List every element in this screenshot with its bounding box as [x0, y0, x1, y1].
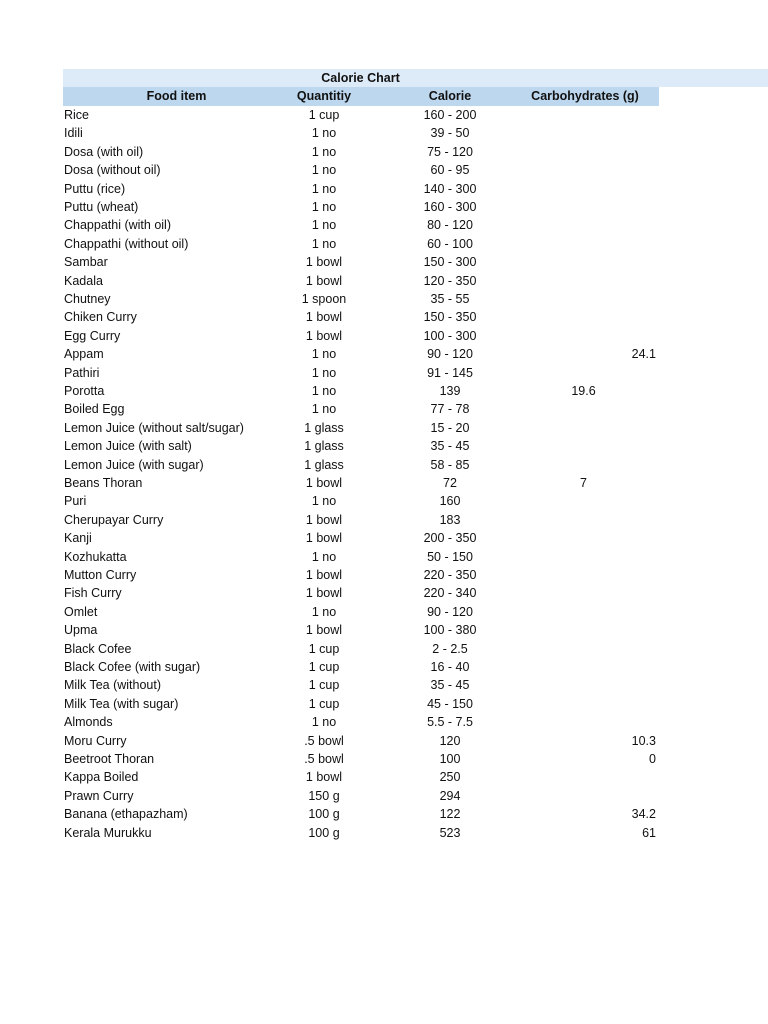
carbohydrates-cell: 34.2 — [631, 807, 656, 822]
table-row — [63, 327, 659, 345]
calorie-cell: 100 - 300 — [423, 328, 477, 343]
quantity-cell: 1 bowl — [305, 531, 343, 546]
table-row — [63, 216, 659, 234]
table-row — [63, 124, 659, 142]
calorie-cell: 250 — [439, 770, 461, 785]
quantity-cell: .5 bowl — [304, 752, 344, 766]
carbohydrates-cell — [509, 419, 658, 437]
calorie-cell: 150 - 350 — [423, 310, 477, 325]
food-item-cell: Appam — [64, 347, 104, 362]
table-row — [63, 621, 659, 639]
carbohydrates-cell — [509, 180, 658, 198]
food-item-cell: Beans Thoran — [64, 476, 143, 490]
table-row — [63, 364, 659, 382]
quantity-cell: 1 bowl — [305, 623, 343, 638]
carbohydrates-cell — [509, 106, 658, 124]
carbohydrates-cell — [509, 768, 658, 786]
quantity-cell: 1 glass — [304, 439, 344, 454]
table-row — [63, 456, 659, 474]
table-row — [63, 492, 659, 510]
quantity-cell: 1 bowl — [305, 512, 343, 527]
table-row — [63, 584, 659, 602]
carbohydrates-cell — [509, 272, 658, 290]
table-row — [63, 750, 659, 768]
food-item-cell: Rice — [64, 108, 90, 122]
table-row — [63, 161, 659, 179]
food-item-cell: Sambar — [64, 255, 108, 270]
quantity-cell: 1 bowl — [305, 586, 343, 601]
food-item-cell: Egg Curry — [64, 328, 121, 343]
table-row — [63, 180, 659, 198]
calorie-cell: 220 - 340 — [423, 586, 477, 601]
food-item-cell: Almonds — [64, 715, 113, 730]
carbohydrates-cell — [509, 676, 658, 694]
table-row — [63, 419, 659, 437]
table-row — [63, 529, 659, 547]
carbohydrates-cell — [509, 143, 658, 161]
carbohydrates-cell — [509, 400, 658, 418]
calorie-cell: 60 - 95 — [430, 163, 470, 178]
carbohydrates-cell: 7 — [580, 476, 587, 490]
food-item-cell: Milk Tea (with sugar) — [64, 696, 179, 711]
table-row — [63, 437, 659, 455]
quantity-cell: 1 bowl — [305, 310, 343, 325]
food-item-cell: Boiled Egg — [64, 402, 125, 417]
table-row — [63, 143, 659, 161]
carbohydrates-cell — [509, 327, 658, 345]
calorie-cell: 100 — [439, 752, 461, 766]
food-item-cell: Black Cofee (with sugar) — [64, 660, 201, 674]
carbohydrates-cell — [509, 308, 658, 326]
food-item-cell: Cherupayar Curry — [64, 512, 164, 527]
quantity-cell: 1 no — [311, 236, 337, 251]
carbohydrates-cell — [509, 198, 658, 216]
quantity-cell: 1 cup — [308, 108, 340, 122]
carbohydrates-cell — [509, 364, 658, 382]
table-row — [63, 308, 659, 326]
calorie-cell: 72 — [443, 476, 457, 490]
carbohydrates-cell — [509, 787, 658, 805]
carbohydrates-cell — [509, 529, 658, 547]
food-item-cell: Idili — [64, 126, 83, 141]
calorie-cell: 120 - 350 — [423, 273, 477, 288]
calorie-cell: 523 — [439, 825, 461, 840]
carbohydrates-cell — [509, 603, 658, 621]
quantity-cell: 1 cup — [308, 678, 340, 693]
food-item-cell: Puttu (rice) — [64, 181, 126, 196]
carbohydrates-cell — [509, 621, 658, 639]
carbohydrates-cell — [509, 695, 658, 713]
header-row — [63, 87, 659, 106]
calorie-cell: 58 - 85 — [430, 457, 470, 472]
food-item-cell: Chiken Curry — [64, 310, 137, 325]
quantity-cell: 1 no — [311, 200, 337, 214]
food-item-cell: Pathiri — [64, 365, 100, 380]
quantity-cell: 1 bowl — [305, 255, 343, 270]
food-item-cell: Beetroot Thoran — [64, 752, 155, 766]
carbohydrates-cell: 24.1 — [631, 347, 656, 362]
quantity-cell: 1 no — [311, 384, 337, 398]
table-row — [63, 640, 659, 658]
carbohydrates-cell — [509, 456, 658, 474]
calorie-cell: 90 - 120 — [427, 604, 473, 619]
food-item-cell: Omlet — [64, 604, 98, 619]
food-item-cell: Puttu (wheat) — [64, 200, 139, 214]
carbohydrates-cell — [509, 713, 658, 731]
carbohydrates-cell — [509, 566, 658, 584]
calorie-cell: 35 - 55 — [430, 292, 470, 306]
table-row — [63, 824, 659, 842]
quantity-cell: 1 glass — [304, 457, 344, 472]
quantity-cell: 1 no — [311, 181, 337, 196]
calorie-cell: 2 - 2.5 — [432, 641, 468, 656]
quantity-cell: 1 no — [311, 365, 337, 380]
food-item-cell: Kappa Boiled — [64, 770, 139, 785]
carbohydrates-cell: 61 — [642, 825, 656, 840]
table-row — [63, 345, 659, 363]
food-item-cell: Lemon Juice (with sugar) — [64, 457, 204, 472]
table-row — [63, 787, 659, 805]
table-row — [63, 253, 659, 271]
table-row — [63, 695, 659, 713]
calorie-cell: 160 - 300 — [423, 200, 477, 214]
table-row — [63, 676, 659, 694]
calorie-cell: 160 - 200 — [423, 108, 477, 122]
quantity-cell: 150 g — [308, 788, 340, 803]
quantity-cell: 1 no — [311, 163, 337, 178]
quantity-cell: 1 no — [311, 604, 337, 619]
carbohydrates-cell — [509, 511, 658, 529]
calorie-cell: 80 - 120 — [427, 218, 473, 233]
table-row — [63, 511, 659, 529]
quantity-cell: 1 no — [311, 494, 337, 509]
carbohydrates-cell — [509, 492, 658, 510]
food-item-cell: Mutton Curry — [64, 568, 137, 582]
carbohydrates-cell — [509, 658, 658, 676]
food-item-cell: Lemon Juice (with salt) — [64, 439, 192, 454]
quantity-cell: 1 cup — [308, 641, 340, 656]
food-item-cell: Kerala Murukku — [64, 825, 152, 840]
food-item-cell: Dosa (without oil) — [64, 163, 161, 178]
calorie-cell: 35 - 45 — [430, 678, 470, 693]
quantity-cell: 1 glass — [304, 420, 344, 435]
calorie-cell: 39 - 50 — [430, 126, 470, 141]
quantity-cell: .5 bowl — [304, 733, 344, 748]
food-item-cell: Kanji — [64, 531, 92, 546]
table-row — [63, 658, 659, 676]
carbohydrates-cell — [509, 548, 658, 566]
quantity-cell: 1 no — [311, 144, 337, 159]
quantity-cell: 100 g — [308, 807, 340, 822]
calorie-cell: 140 - 300 — [423, 181, 477, 196]
calorie-cell: 139 — [439, 384, 461, 398]
calorie-cell: 294 — [439, 788, 461, 803]
quantity-cell: 1 spoon — [301, 292, 347, 306]
table-row — [63, 805, 659, 823]
table-row — [63, 548, 659, 566]
food-item-cell: Lemon Juice (without salt/sugar) — [64, 420, 244, 435]
chart-title: Calorie Chart — [321, 71, 400, 85]
calorie-cell: 120 — [439, 733, 461, 748]
quantity-cell: 1 bowl — [305, 328, 343, 343]
carbohydrates-cell: 19.6 — [571, 384, 596, 398]
calorie-cell: 75 - 120 — [427, 144, 473, 159]
calorie-cell: 5.5 - 7.5 — [427, 715, 473, 730]
carbohydrates-cell — [509, 235, 658, 253]
table-row — [63, 566, 659, 584]
calorie-cell: 60 - 100 — [427, 236, 473, 251]
table-row — [63, 732, 659, 750]
food-item-cell: Porotta — [64, 384, 105, 398]
calorie-cell: 160 — [439, 494, 461, 509]
food-item-cell: Milk Tea (without) — [64, 678, 162, 693]
quantity-cell: 1 no — [311, 549, 337, 564]
quantity-cell: 1 bowl — [305, 273, 343, 288]
quantity-cell: 1 no — [311, 715, 337, 730]
table-row — [63, 768, 659, 786]
food-item-cell: Prawn Curry — [64, 788, 134, 803]
header-food-item: Food item — [146, 89, 207, 103]
header-carbohydrates: Carbohydrates (g) — [531, 89, 639, 103]
table-row — [63, 235, 659, 253]
food-item-cell: Fish Curry — [64, 586, 122, 601]
quantity-cell: 1 no — [311, 218, 337, 233]
quantity-cell: 1 cup — [308, 660, 340, 674]
calorie-cell: 35 - 45 — [430, 439, 470, 454]
food-item-cell: Kozhukatta — [64, 549, 127, 564]
calorie-cell: 200 - 350 — [423, 531, 477, 546]
carbohydrates-cell: 10.3 — [631, 733, 656, 748]
calorie-cell: 16 - 40 — [430, 660, 470, 674]
table-row — [63, 713, 659, 731]
table-row — [63, 272, 659, 290]
table-row — [63, 474, 659, 492]
carbohydrates-cell — [509, 253, 658, 271]
food-item-cell: Banana (ethapazham) — [64, 807, 188, 822]
food-item-cell: Chappathi (without oil) — [64, 236, 189, 251]
food-item-cell: Upma — [64, 623, 98, 638]
carbohydrates-cell: 0 — [649, 752, 656, 766]
calorie-cell: 50 - 150 — [427, 549, 473, 564]
food-item-cell: Chutney — [64, 292, 111, 306]
carbohydrates-cell — [509, 640, 658, 658]
calorie-cell: 90 - 120 — [427, 347, 473, 362]
quantity-cell: 1 bowl — [305, 568, 343, 582]
table-row — [63, 198, 659, 216]
carbohydrates-cell — [509, 124, 658, 142]
header-calorie: Calorie — [428, 89, 472, 103]
table-row — [63, 382, 659, 400]
table-row — [63, 603, 659, 621]
calorie-cell: 220 - 350 — [423, 568, 477, 582]
quantity-cell: 1 no — [311, 126, 337, 141]
quantity-cell: 1 no — [311, 347, 337, 362]
calorie-cell: 91 - 145 — [427, 365, 473, 380]
quantity-cell: 1 cup — [308, 696, 340, 711]
calorie-cell: 15 - 20 — [430, 420, 470, 435]
calorie-cell: 183 — [439, 512, 461, 527]
food-item-cell: Puri — [64, 494, 87, 509]
food-item-cell: Moru Curry — [64, 733, 127, 748]
quantity-cell: 100 g — [308, 825, 340, 840]
carbohydrates-cell — [509, 290, 658, 308]
calorie-cell: 122 — [439, 807, 461, 822]
quantity-cell: 1 bowl — [305, 476, 343, 490]
quantity-cell: 1 bowl — [305, 770, 343, 785]
carbohydrates-cell — [509, 437, 658, 455]
food-item-cell: Chappathi (with oil) — [64, 218, 171, 233]
header-quantity: Quantitiy — [296, 89, 352, 103]
quantity-cell: 1 no — [311, 402, 337, 417]
food-item-cell: Kadala — [64, 273, 103, 288]
calorie-cell: 77 - 78 — [430, 402, 470, 417]
carbohydrates-cell — [509, 161, 658, 179]
calorie-cell: 45 - 150 — [427, 696, 473, 711]
carbohydrates-cell — [509, 584, 658, 602]
calorie-cell: 100 - 380 — [423, 623, 477, 638]
carbohydrates-cell — [509, 216, 658, 234]
table-row — [63, 290, 659, 308]
food-item-cell: Dosa (with oil) — [64, 144, 144, 159]
table-row — [63, 106, 659, 124]
calorie-cell: 150 - 300 — [423, 255, 477, 270]
table-row — [63, 400, 659, 418]
food-item-cell: Black Cofee — [64, 641, 132, 656]
